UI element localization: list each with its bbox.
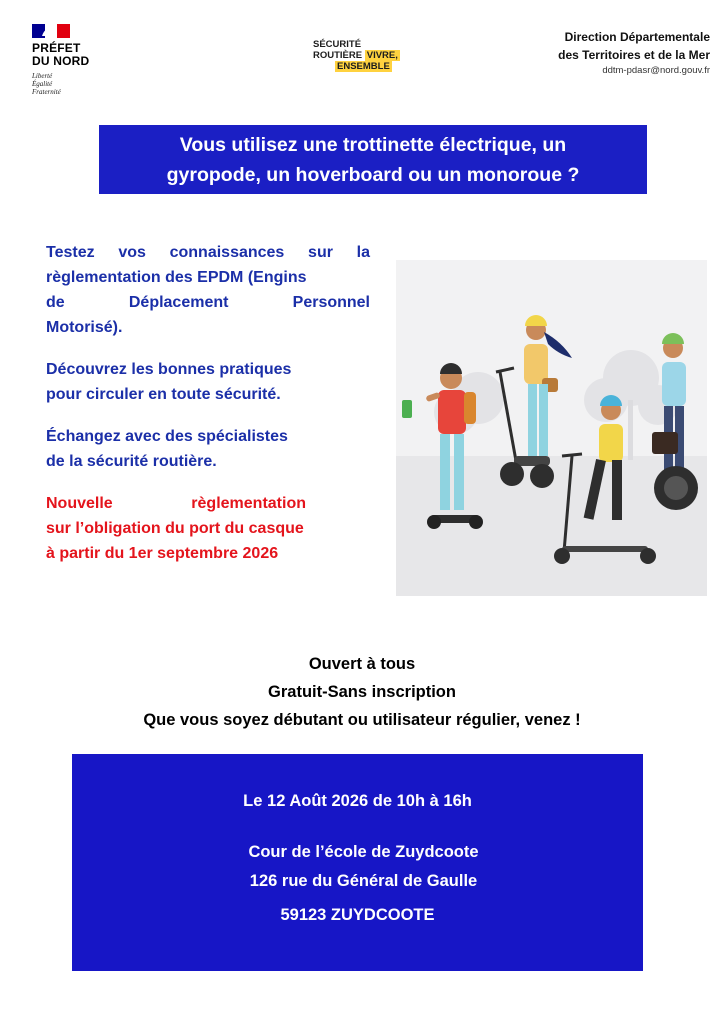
prefet-title — [32, 42, 122, 68]
epdm-riders-illustration — [396, 260, 707, 596]
event-city: 59123 ZUYDCOOTE — [280, 906, 435, 924]
intro-paragraph-1 — [46, 240, 370, 340]
intro-p4-line-1: Nouvelle règlementation — [46, 495, 306, 512]
ddtm-direction-block — [558, 28, 710, 78]
securite-routiere-logo — [313, 39, 400, 72]
intro-p1-line-4: Motorisé). — [46, 319, 123, 336]
direction-line-1: Direction Départementale — [564, 30, 710, 44]
direction-email: ddtm-pdasr@nord.gouv.fr — [602, 65, 710, 76]
open-to-all-section — [0, 650, 724, 734]
prefet-line-1: PRÉFET — [32, 41, 81, 55]
motto-liberte: Liberté — [32, 72, 53, 80]
intro-paragraph-3 — [46, 424, 370, 474]
securite-logo-routiere: ROUTIÈRE — [313, 50, 363, 61]
event-place-line-1: Cour de l’école de Zuydcoote — [248, 843, 479, 861]
title-banner — [99, 125, 647, 194]
republic-motto — [32, 72, 122, 96]
open-line-1: Ouvert à tous — [308, 655, 416, 673]
prefet-du-nord-logo — [32, 24, 122, 96]
marianne-flag-icon — [32, 24, 70, 38]
open-line-3: Que vous soyez débutant ou utilisateur régulier, venez ! — [143, 711, 581, 729]
intro-paragraph-2 — [46, 357, 370, 407]
open-line-2: Gratuit-Sans inscription — [268, 683, 456, 701]
intro-p4-line-3: à partir du 1er septembre 2026 — [46, 545, 279, 562]
direction-line-2: des Territoires et de la Mer — [558, 48, 710, 62]
riders-illustration — [396, 260, 707, 596]
intro-text — [46, 240, 370, 566]
event-date: Le 12 Août 2026 de 10h à 16h — [243, 792, 472, 810]
motto-egalite: Égalité — [32, 80, 53, 88]
intro-p3-line-1: Échangez avec des spécialistes — [46, 428, 288, 445]
securite-logo-ensemble: ENSEMBLE — [337, 61, 390, 72]
event-place-line-2: 126 rue du Général de Gaulle — [249, 872, 478, 890]
intro-p2-line-2: pour circuler en toute sécurité. — [46, 386, 281, 403]
event-place — [72, 838, 643, 896]
intro-p2-line-1: Découvrez les bonnes pratiques — [46, 361, 292, 378]
intro-p3-line-2: de la sécurité routière. — [46, 453, 217, 470]
securite-logo-line-3 — [313, 61, 400, 72]
title-line-1: Vous utilisez une trottinette électrique, un — [179, 133, 567, 156]
title-line-2: gyropode, un hoverboard ou un monoroue ? — [166, 163, 580, 186]
prefet-line-2: DU NORD — [32, 54, 90, 68]
intro-p1-line-2: règlementation des EPDM (Engins — [46, 269, 307, 286]
intro-p4-line-2: sur l’obligation du port du casque — [46, 520, 304, 537]
intro-p1-line-3: de Déplacement Personnel — [46, 294, 370, 311]
securite-logo-line-1: SÉCURITÉ — [313, 39, 362, 50]
securite-logo-vivre: VIVRE, — [366, 50, 398, 61]
intro-p1-line-1: Testez vos connaissances sur la — [46, 244, 370, 261]
securite-logo-line-2 — [313, 50, 400, 61]
event-info-box — [72, 754, 643, 971]
helmet-regulation-notice — [46, 491, 370, 566]
motto-fraternite: Fraternité — [32, 88, 61, 96]
